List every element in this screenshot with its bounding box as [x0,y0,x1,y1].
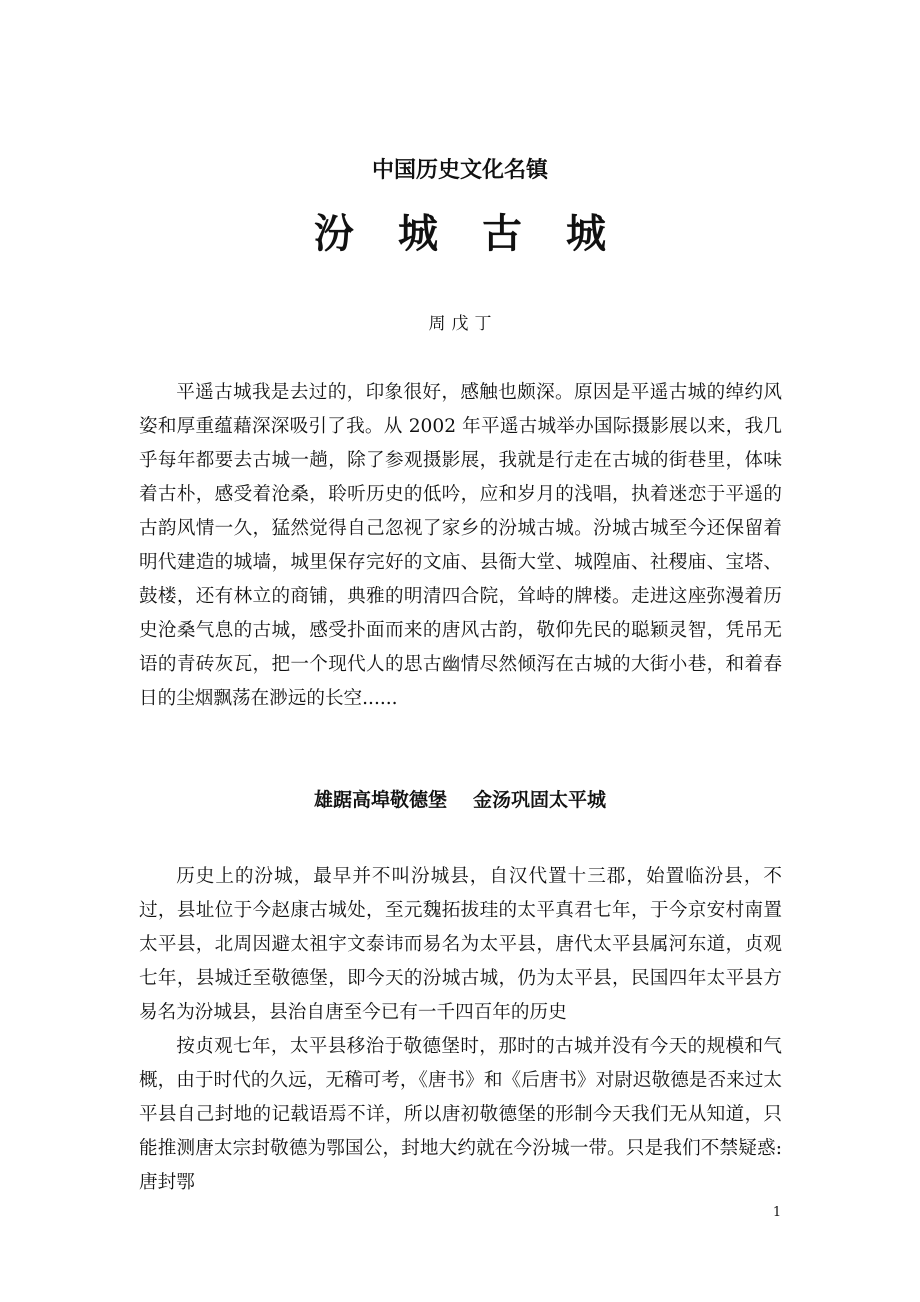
section-heading-right: 金汤巩固太平城 [473,789,607,811]
author-name [0,312,920,336]
author-char: 戊 [451,314,469,334]
body-paragraph: 历史上的汾城，最早并不叫汾城县，自汉代置十三郡，始置临汾县，不过，县址位于今赵康古城处，至元魏拓拔珪的太平真君七年，于今京安村南置太平县，北周因避太祖宇文泰讳而易名为太平县，唐代太平县属河东道，贞观七年，县城迁至敬德堡，即今天的汾城古城，仍为太平县，民国四年太平县方易名为汾城县，县治自唐至今已有一千四百年的历史 [139,866,782,1023]
intro-paragraph: 平遥古城我是去过的，印象很好，感触也颇深。原因是平遥古城的绰约风姿和厚重蕴藉深深吸引了我。从 2002 年平遥古城举办国际摄影展以来，我几乎每年都要去古城一趟，除了参观摄影展，我就是行走在古城的街巷里，体味着古朴，感受着沧桑，聆听历史的低吟，应和岁月的浅唱，执着迷恋于平遥的古韵风情一久，猛然觉得自己忽视了家乡的汾城古城。汾城古城至今还保留着明代建造的城墙，城里保存完好的文庙、县衙大堂、城隍庙、社稷庙、宝塔、鼓楼，还有林立的商铺，典雅的明清四合院，耸峙的牌楼。走进这座弥漫着历史沧桑气息的古城，感受扑面而来的唐风古韵，敬仰先民的聪颖灵智，凭吊无语的青砖灰瓦，把一个现代人的思古幽情尽然倾泻在古城的大街小巷，和着春日的尘烟飘荡在渺远的长空...... [139,382,782,709]
page-number: 1 [772,1205,782,1220]
section-body [139,860,782,1200]
main-title-char: 城 [398,211,438,257]
main-title [0,206,920,262]
main-title-char: 汾 [314,211,354,257]
section-heading-left: 雄踞高埠敬德堡 [313,789,447,811]
author-char: 丁 [474,314,492,334]
author-char: 周 [428,314,446,334]
body-paragraph: 按贞观七年，太平县移治于敬德堡时，那时的古城并没有今天的规模和气概，由于时代的久远，无稽可考，《唐书》和《后唐书》对尉迟敬德是否来过太平县自己封地的记载语焉不详，所以唐初敬德堡的形制今天我们无从知道，只能推测唐太宗封敬德为鄂国公，封地大约就在今汾城一带。只是我们不禁疑惑: 唐封鄂 [139,1036,782,1193]
intro-section [139,376,782,716]
main-title-char: 古 [482,211,522,257]
section-heading [0,785,920,815]
main-title-char: 城 [566,211,606,257]
series-title: 中国历史文化名镇 [371,158,548,183]
